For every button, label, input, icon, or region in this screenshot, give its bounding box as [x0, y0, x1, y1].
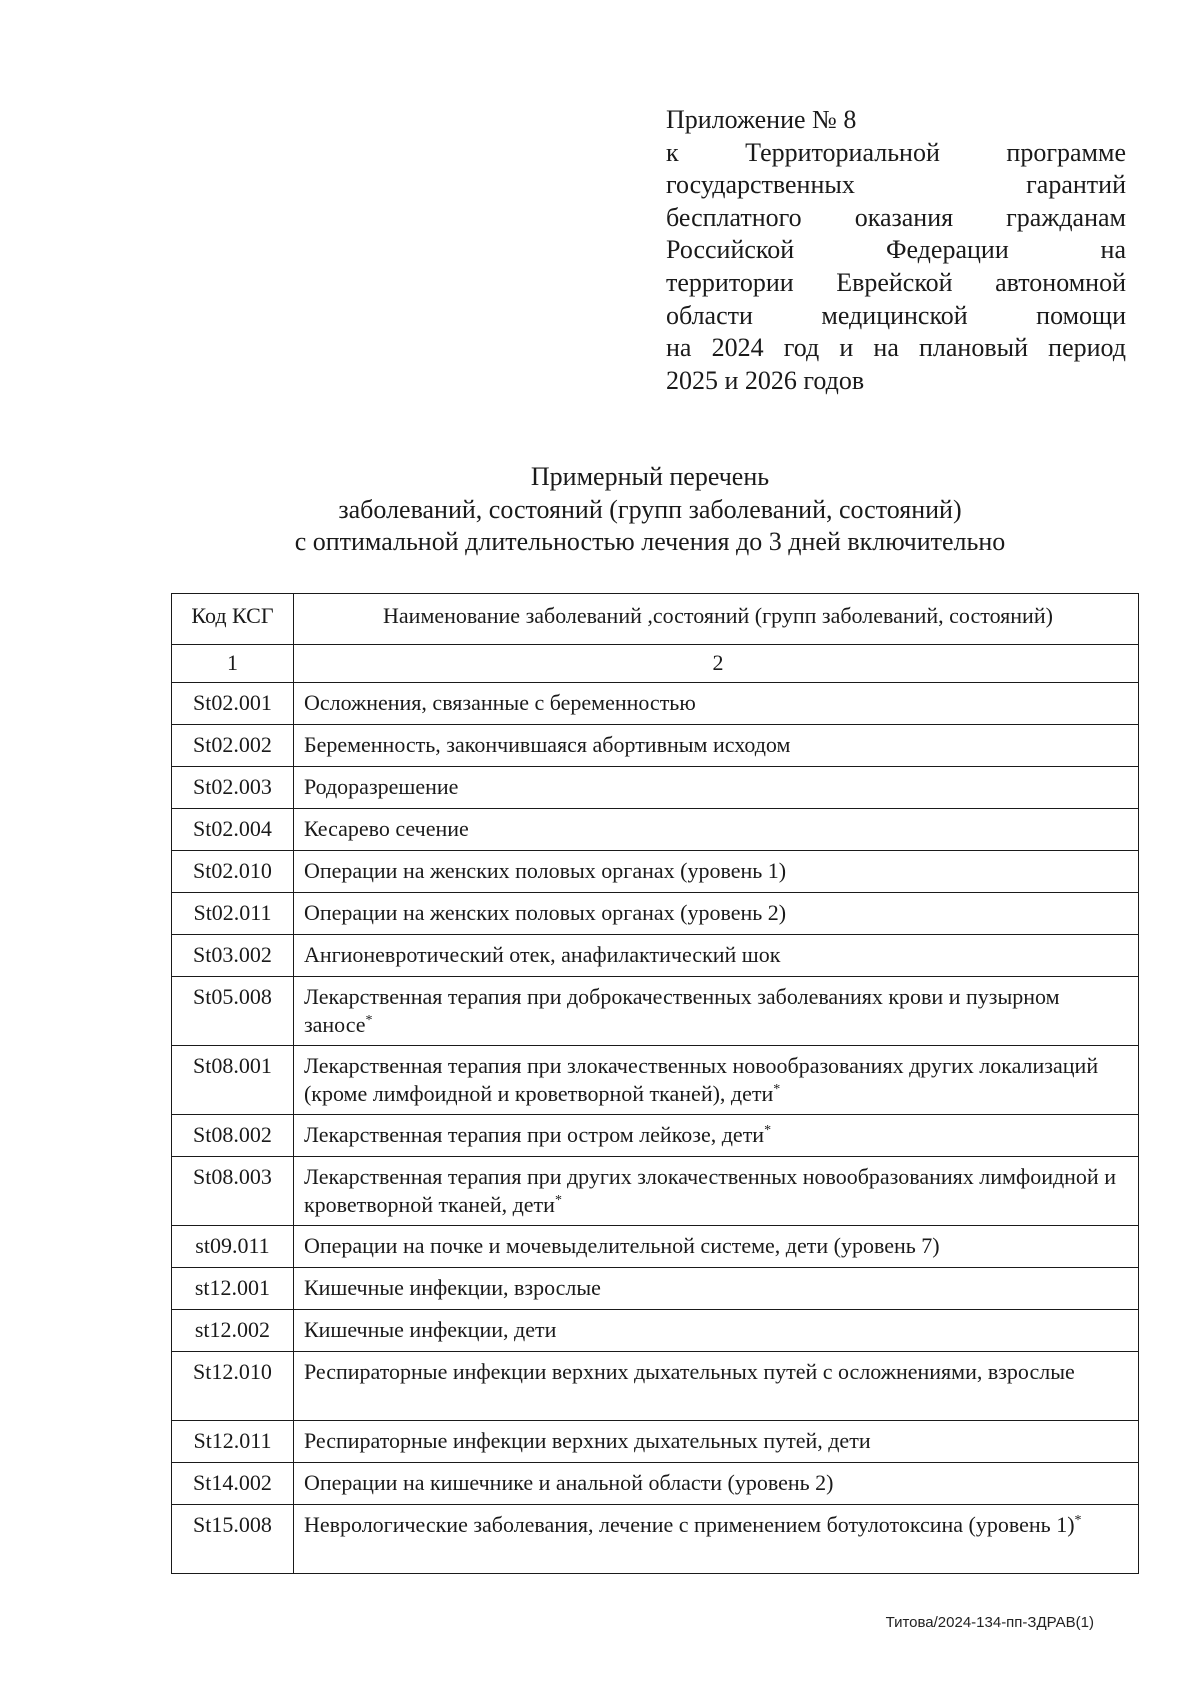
appendix-line: территории Еврейской автономной: [666, 267, 1126, 297]
ksg-code: St02.004: [172, 809, 294, 851]
ksg-code: St05.008: [172, 977, 294, 1046]
appendix-line: Российской Федерации на: [666, 235, 1126, 265]
table-row: [172, 1463, 1139, 1505]
document-title: [180, 461, 1120, 559]
table-row: [172, 1310, 1139, 1352]
table-row: [172, 851, 1139, 893]
footnote-mark: *: [764, 1123, 772, 1138]
document-reference: Титова/2024-134-пп-ЗДРАВ(1): [885, 1614, 1094, 1631]
table-row: [172, 809, 1139, 851]
ksg-code: St08.002: [172, 1115, 294, 1157]
ksg-code: st12.001: [172, 1268, 294, 1310]
ksg-name-cell: [293, 725, 1138, 767]
appendix-line: на 2024 год и на плановый период: [666, 333, 1126, 363]
table-body: [172, 683, 1139, 1574]
ksg-name: Родоразрешение: [303, 774, 459, 799]
ksg-name: Операции на почке и мочевыделительной системе, дети (уровень 7): [303, 1233, 940, 1258]
appendix-line: бесплатного оказания гражданам: [666, 202, 1126, 232]
ksg-code: St12.010: [172, 1352, 294, 1421]
table-row: [172, 1421, 1139, 1463]
table-row: [172, 1157, 1139, 1226]
ksg-name: Лекарственная терапия при других злокачественных новообразованиях лимфоидной и кроветворной тканей, дети: [303, 1164, 1116, 1217]
appendix-line: государственных гарантий: [666, 170, 1126, 200]
ksg-name-cell: [293, 1268, 1138, 1310]
column-number-2: 2: [293, 645, 1138, 683]
ksg-name-cell: [293, 1421, 1138, 1463]
appendix-heading: [666, 104, 1126, 397]
ksg-code: St14.002: [172, 1463, 294, 1505]
ksg-name-cell: [293, 935, 1138, 977]
ksg-name: Неврологические заболевания, лечение с применением ботулотоксина (уровень 1): [303, 1512, 1075, 1537]
ksg-name-cell: [293, 1115, 1138, 1157]
ksg-code: St08.003: [172, 1157, 294, 1226]
ksg-name-cell: [293, 977, 1138, 1046]
ksg-name: Респираторные инфекции верхних дыхательных путей, дети: [303, 1428, 871, 1453]
ksg-name: Операции на кишечнике и анальной области (уровень 2): [303, 1470, 834, 1495]
ksg-name: Операции на женских половых органах (уровень 1): [303, 858, 787, 883]
footnote-mark: *: [365, 1013, 373, 1028]
ksg-table: [171, 593, 1139, 1574]
column-number-1: 1: [172, 645, 294, 683]
ksg-name-cell: [293, 1310, 1138, 1352]
ksg-name: Кишечные инфекции, взрослые: [303, 1275, 601, 1300]
ksg-code: St02.011: [172, 893, 294, 935]
ksg-name-cell: [293, 1226, 1138, 1268]
header-name: Наименование заболеваний ,состояний (групп заболеваний, состояний): [293, 594, 1138, 645]
ksg-code: St02.010: [172, 851, 294, 893]
table-row: [172, 1046, 1139, 1115]
ksg-code: St02.003: [172, 767, 294, 809]
footnote-mark: *: [773, 1082, 781, 1097]
ksg-name: Беременность, закончившаяся абортивным исходом: [303, 732, 791, 757]
table-row: [172, 1352, 1139, 1421]
table-row: [172, 1268, 1139, 1310]
title-line-3: с оптимальной длительностью лечения до 3 дней включительно: [294, 527, 1006, 557]
ksg-name: Респираторные инфекции верхних дыхательных путей с осложнениями, взрослые: [303, 1359, 1075, 1384]
table-row: [172, 767, 1139, 809]
ksg-code: St15.008: [172, 1505, 294, 1574]
header-code: Код КСГ: [172, 594, 294, 645]
ksg-name: Осложнения, связанные с беременностью: [303, 690, 696, 715]
ksg-name-cell: [293, 767, 1138, 809]
ksg-code: st12.002: [172, 1310, 294, 1352]
ksg-name: Кесарево сечение: [303, 816, 469, 841]
ksg-name-cell: [293, 1046, 1138, 1115]
ksg-name: Кишечные инфекции, дети: [303, 1317, 557, 1342]
ksg-name: Лекарственная терапия при остром лейкозе, дети: [303, 1122, 765, 1147]
ksg-name-cell: [293, 851, 1138, 893]
ksg-code: st09.011: [172, 1226, 294, 1268]
appendix-line: 2025 и 2026 годов: [666, 365, 865, 395]
table-row: [172, 977, 1139, 1046]
ksg-name-cell: [293, 683, 1138, 725]
ksg-name-cell: [293, 893, 1138, 935]
ksg-name-cell: [293, 1505, 1138, 1574]
ksg-code: St12.011: [172, 1421, 294, 1463]
ksg-name-cell: [293, 1352, 1138, 1421]
table-row: [172, 725, 1139, 767]
ksg-name: Лекарственная терапия при доброкачественных заболеваниях крови и пузырном заносе: [303, 984, 1060, 1037]
ksg-code: St08.001: [172, 1046, 294, 1115]
ksg-name: Лекарственная терапия при злокачественных новообразованиях других локализаций (кроме лимфоидной и кроветворной тканей), дети: [303, 1053, 1099, 1106]
table-row: [172, 683, 1139, 725]
table-row: [172, 1226, 1139, 1268]
footnote-mark: *: [554, 1193, 562, 1208]
appendix-line: Приложение № 8: [666, 105, 857, 134]
ksg-name-cell: [293, 1157, 1138, 1226]
ksg-name-cell: [293, 809, 1138, 851]
ksg-name: Операции на женских половых органах (уровень 2): [303, 900, 787, 925]
footnote-mark: *: [1074, 1513, 1082, 1528]
table-row: [172, 1505, 1139, 1574]
title-line-1: Примерный перечень: [530, 462, 770, 491]
ksg-code: St02.001: [172, 683, 294, 725]
ksg-code: St03.002: [172, 935, 294, 977]
table-header-row: [172, 594, 1139, 645]
ksg-name: Ангионевротический отек, анафилактический шок: [303, 942, 781, 967]
appendix-line: области медицинской помощи: [666, 300, 1126, 330]
ksg-code: St02.002: [172, 725, 294, 767]
ksg-name-cell: [293, 1463, 1138, 1505]
table-row: [172, 893, 1139, 935]
table-row: [172, 1115, 1139, 1157]
column-number-row: [172, 645, 1139, 683]
appendix-line: к Территориальной программе: [666, 137, 1126, 167]
table-row: [172, 935, 1139, 977]
title-line-2: заболеваний, состояний (групп заболеваний, состояний): [338, 494, 962, 524]
